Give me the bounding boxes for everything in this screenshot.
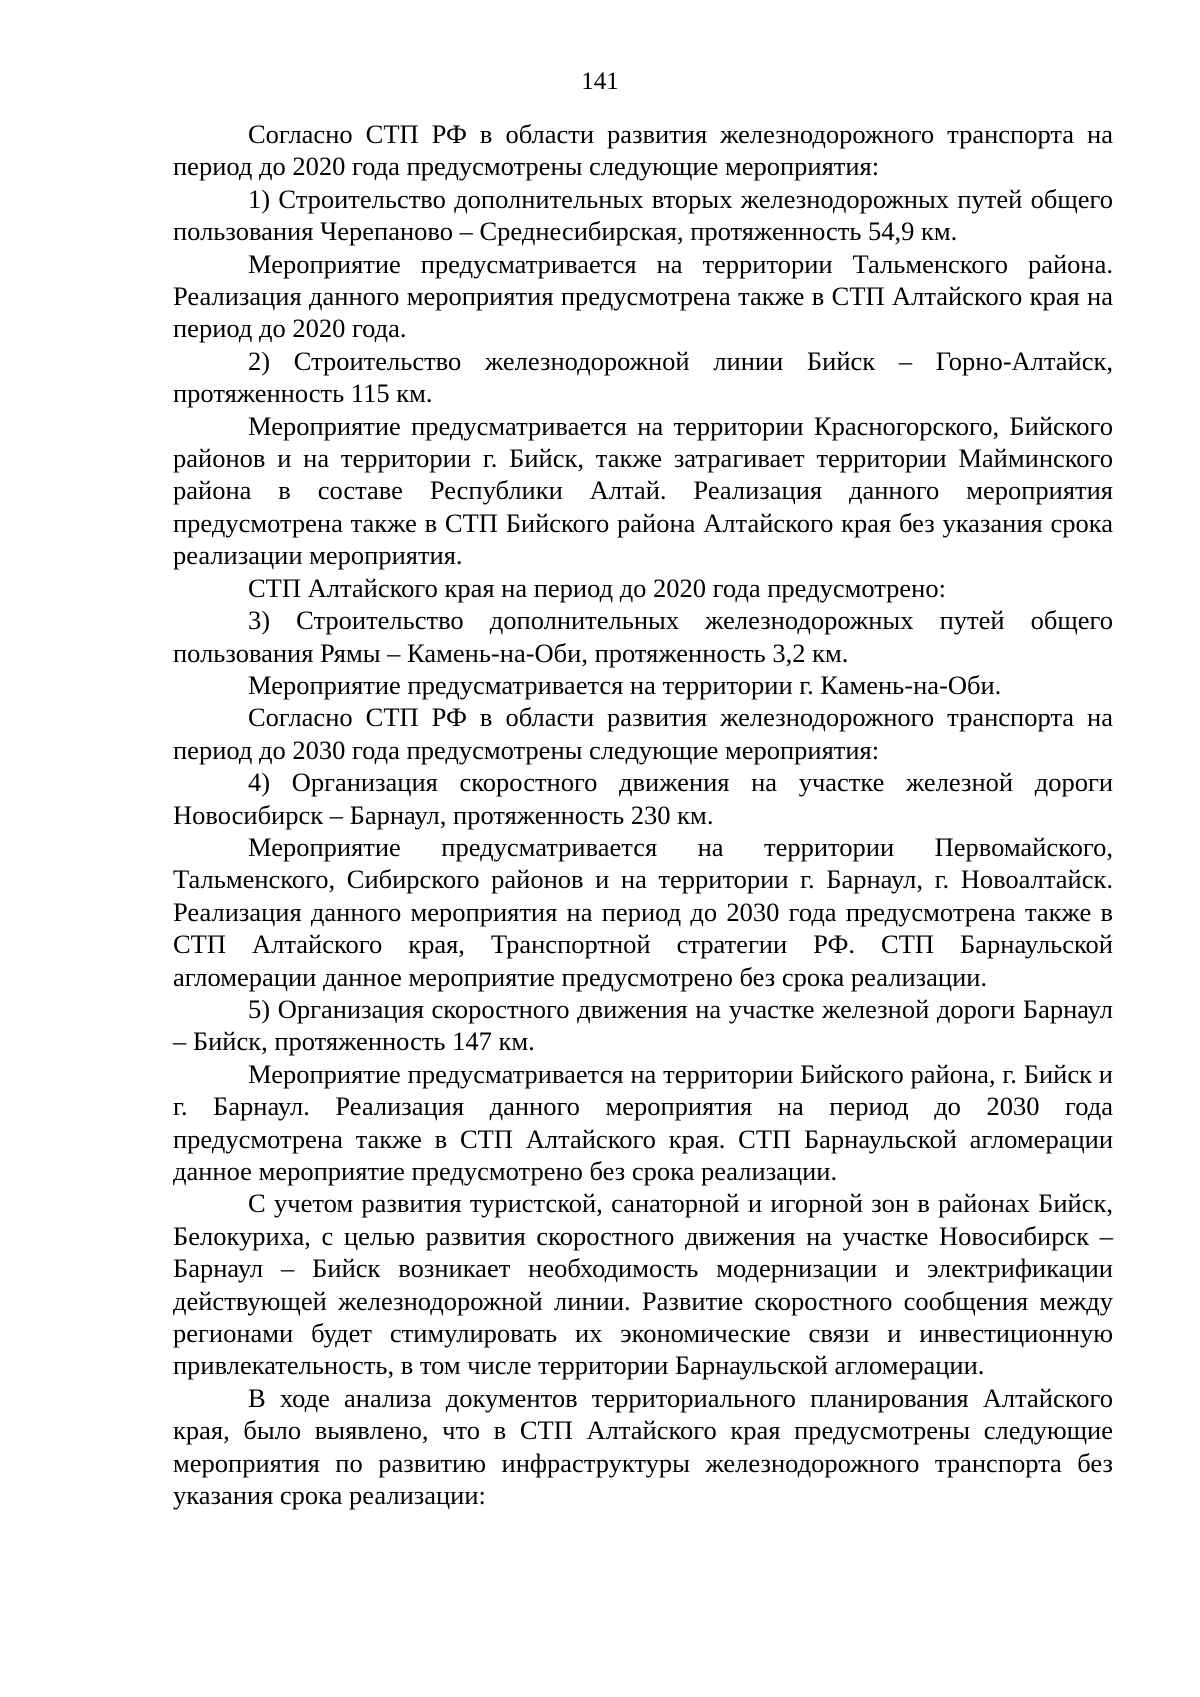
paragraph: Мероприятие предусматривается на территории Тальменского района. Реализация данного мероприятия предусмотрена также в СТП Алтайского края на период до 2020 года. [173, 248, 1113, 344]
list-item-paragraph: 2) Строительство железнодорожной линии Бийск – Горно-Алтайск, протяженность 115 км. [173, 345, 1113, 409]
document-body [173, 118, 1113, 1511]
list-item-paragraph: 3) Строительство дополнительных железнодорожных путей общего пользования Рямы – Камень-на-Оби, протяженность 3,2 км. [173, 605, 1113, 668]
paragraph: СТП Алтайского края на период до 2020 года предусмотрено: [248, 572, 946, 603]
page-number: 141 [581, 68, 619, 95]
paragraph: Мероприятие предусматривается на территории Первомайского, Тальменского, Сибирского районов и на территории г. Барнаул, г. Новоалтайск. Реализация данного мероприятия на период до 2030 года предусмотрена также в СТП Алтайского края, Транспортной стратегии РФ. СТП Барнаульской агломерации данное мероприятие предусмотрено без срока реализации. [173, 831, 1113, 992]
paragraph: Мероприятие предусматривается на территории Красногорского, Бийского районов и на территории г. Бийск, также затрагивает территории Майминского района в составе Республики Алтай. Реализация данного мероприятия предусмотрена также в СТП Бийского района Алтайского края без указания срока реализации мероприятия. [173, 410, 1113, 571]
paragraph: В ходе анализа документов территориального планирования Алтайского края, было выявлено, что в СТП Алтайского края предусмотрены следующие мероприятия по развитию инфраструктуры железнодорожного транспорта без указания срока реализации: [173, 1382, 1113, 1511]
list-item-paragraph: 5) Организация скоростного движения на участке железной дороги Барнаул – Бийск, протяженность 147 км. [173, 993, 1113, 1057]
paragraph: Мероприятие предусматривается на территории Бийского района, г. Бийск и г. Барнаул. Реализация данного мероприятия на период до 2030 года предусмотрена также в СТП Алтайского края. СТП Барнаульской агломерации данное мероприятие предусмотрено без срока реализации. [173, 1058, 1113, 1186]
paragraph: Согласно СТП РФ в области развития железнодорожного транспорта на период до 2020 года предусмотрены следующие мероприятия: [173, 119, 1113, 182]
list-item-paragraph: 4) Организация скоростного движения на участке железной дороги Новосибирск – Барнаул, протяженность 230 км. [173, 767, 1113, 830]
list-item-paragraph: 1) Строительство дополнительных вторых железнодорожных путей общего пользования Черепаново – Среднесибирская, протяженность 54,9 км. [173, 183, 1113, 247]
paragraph: С учетом развития туристской, санаторной и игорной зон в районах Бийск, Белокуриха, с целью развития скоростного движения на участке Новосибирск – Барнаул – Бийск возникает необходимость модернизации и электрификации действующей железнодорожной линии. Развитие скоростного сообщения между регионами будет стимулировать их экономические связи и инвестиционную привлекательность, в том числе территории Барнаульской агломерации. [173, 1188, 1113, 1381]
paragraph: Согласно СТП РФ в области развития железнодорожного транспорта на период до 2030 года предусмотрены следующие мероприятия: [173, 702, 1113, 765]
paragraph: Мероприятие предусматривается на территории г. Камень-на-Оби. [248, 669, 1002, 700]
